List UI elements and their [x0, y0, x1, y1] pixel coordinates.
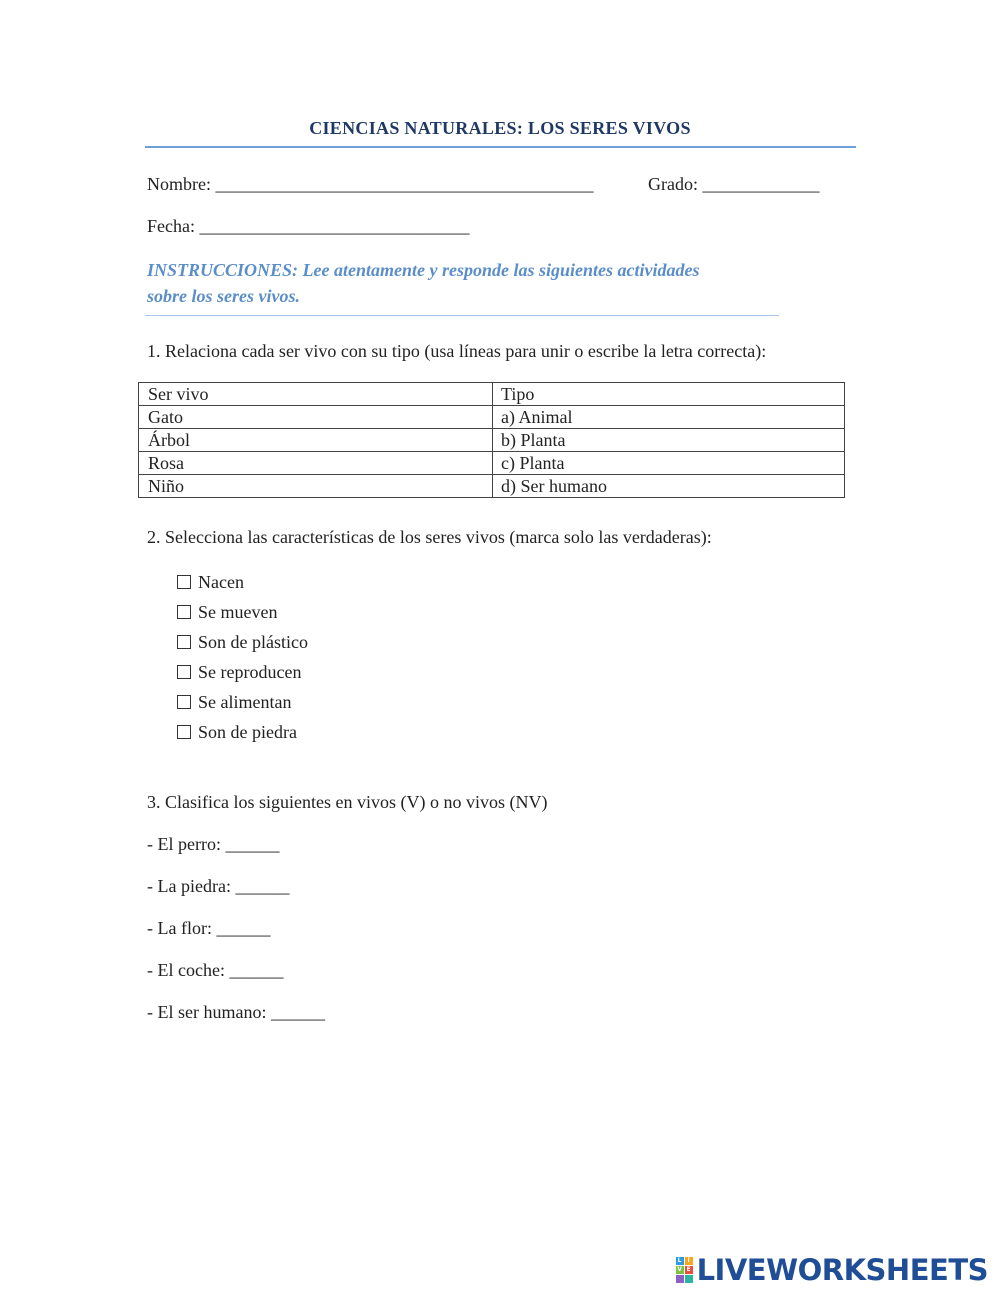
column-header-ser-vivo: Ser vivo [139, 383, 493, 406]
grado-field[interactable]: Grado: _____________ [648, 174, 820, 194]
instructions [147, 257, 787, 309]
table-cell: Gato [139, 406, 493, 429]
instructions-divider [145, 315, 779, 316]
table-cell: b) Planta [493, 429, 845, 452]
logo-tile: I [685, 1257, 693, 1265]
table-cell: d) Ser humano [493, 475, 845, 498]
checkbox-icon[interactable] [177, 725, 191, 739]
classify-item-coche[interactable]: - El coche: ______ [147, 960, 284, 980]
checkbox-icon[interactable] [177, 575, 191, 589]
option-label: Se mueven [198, 602, 278, 622]
fecha-field[interactable]: Fecha: ______________________________ [147, 216, 470, 236]
option-label: Se reproducen [198, 662, 302, 682]
checkbox-icon[interactable] [177, 605, 191, 619]
table-header-row [139, 383, 845, 406]
table-row [139, 406, 845, 429]
classify-item-ser-humano[interactable]: - El ser humano: ______ [147, 1002, 325, 1022]
logo-mark-icon [676, 1257, 693, 1283]
checkbox-option-se-mueven[interactable] [177, 600, 308, 630]
table-row [139, 452, 845, 475]
checkbox-list [177, 570, 308, 750]
checkbox-option-se-alimentan[interactable] [177, 690, 308, 720]
instructions-line-2: sobre los seres vivos. [147, 286, 300, 306]
checkbox-option-son-de-piedra[interactable] [177, 720, 308, 750]
option-label: Son de piedra [198, 722, 297, 742]
classify-item-perro[interactable]: - El perro: ______ [147, 834, 280, 854]
option-label: Son de plástico [198, 632, 308, 652]
table-cell: Niño [139, 475, 493, 498]
checkbox-icon[interactable] [177, 635, 191, 649]
option-label: Se alimentan [198, 692, 292, 712]
matching-table [138, 382, 845, 498]
checkbox-icon[interactable] [177, 695, 191, 709]
classify-item-flor[interactable]: - La flor: ______ [147, 918, 271, 938]
logo-tile: V [677, 1266, 682, 1273]
title-divider [145, 146, 856, 148]
table-row [139, 475, 845, 498]
checkbox-option-nacen[interactable] [177, 570, 308, 600]
liveworksheets-logo [676, 1253, 988, 1287]
question-3-prompt: 3. Clasifica los siguientes en vivos (V) o no vivos (NV) [147, 792, 548, 812]
table-cell: Rosa [139, 452, 493, 475]
logo-tile [685, 1275, 693, 1283]
table-row [139, 429, 845, 452]
page-title: CIENCIAS NATURALES: LOS SERES VIVOS [309, 118, 691, 138]
table-cell: Árbol [139, 429, 493, 452]
classify-item-piedra[interactable]: - La piedra: ______ [147, 876, 290, 896]
logo-tile [676, 1275, 684, 1283]
logo-tile: E [686, 1266, 691, 1273]
column-header-tipo: Tipo [493, 383, 845, 406]
logo-text: LIVEWORKSHEETS [696, 1253, 988, 1287]
question-2-prompt: 2. Selecciona las características de los seres vivos (marca solo las verdaderas): [147, 527, 712, 547]
checkbox-option-se-reproducen[interactable] [177, 660, 308, 690]
instructions-line-1: INSTRUCCIONES: Lee atentamente y responde las siguientes actividades [147, 260, 700, 280]
checkbox-option-son-de-plastico[interactable] [177, 630, 308, 660]
checkbox-icon[interactable] [177, 665, 191, 679]
question-1-prompt: 1. Relaciona cada ser vivo con su tipo (usa líneas para unir o escribe la letra correcta): [147, 341, 767, 361]
logo-tile: L [676, 1257, 684, 1265]
table-cell: c) Planta [493, 452, 845, 475]
table-cell: a) Animal [493, 406, 845, 429]
option-label: Nacen [198, 572, 244, 592]
nombre-field[interactable]: Nombre: __________________________________________ [147, 174, 594, 194]
